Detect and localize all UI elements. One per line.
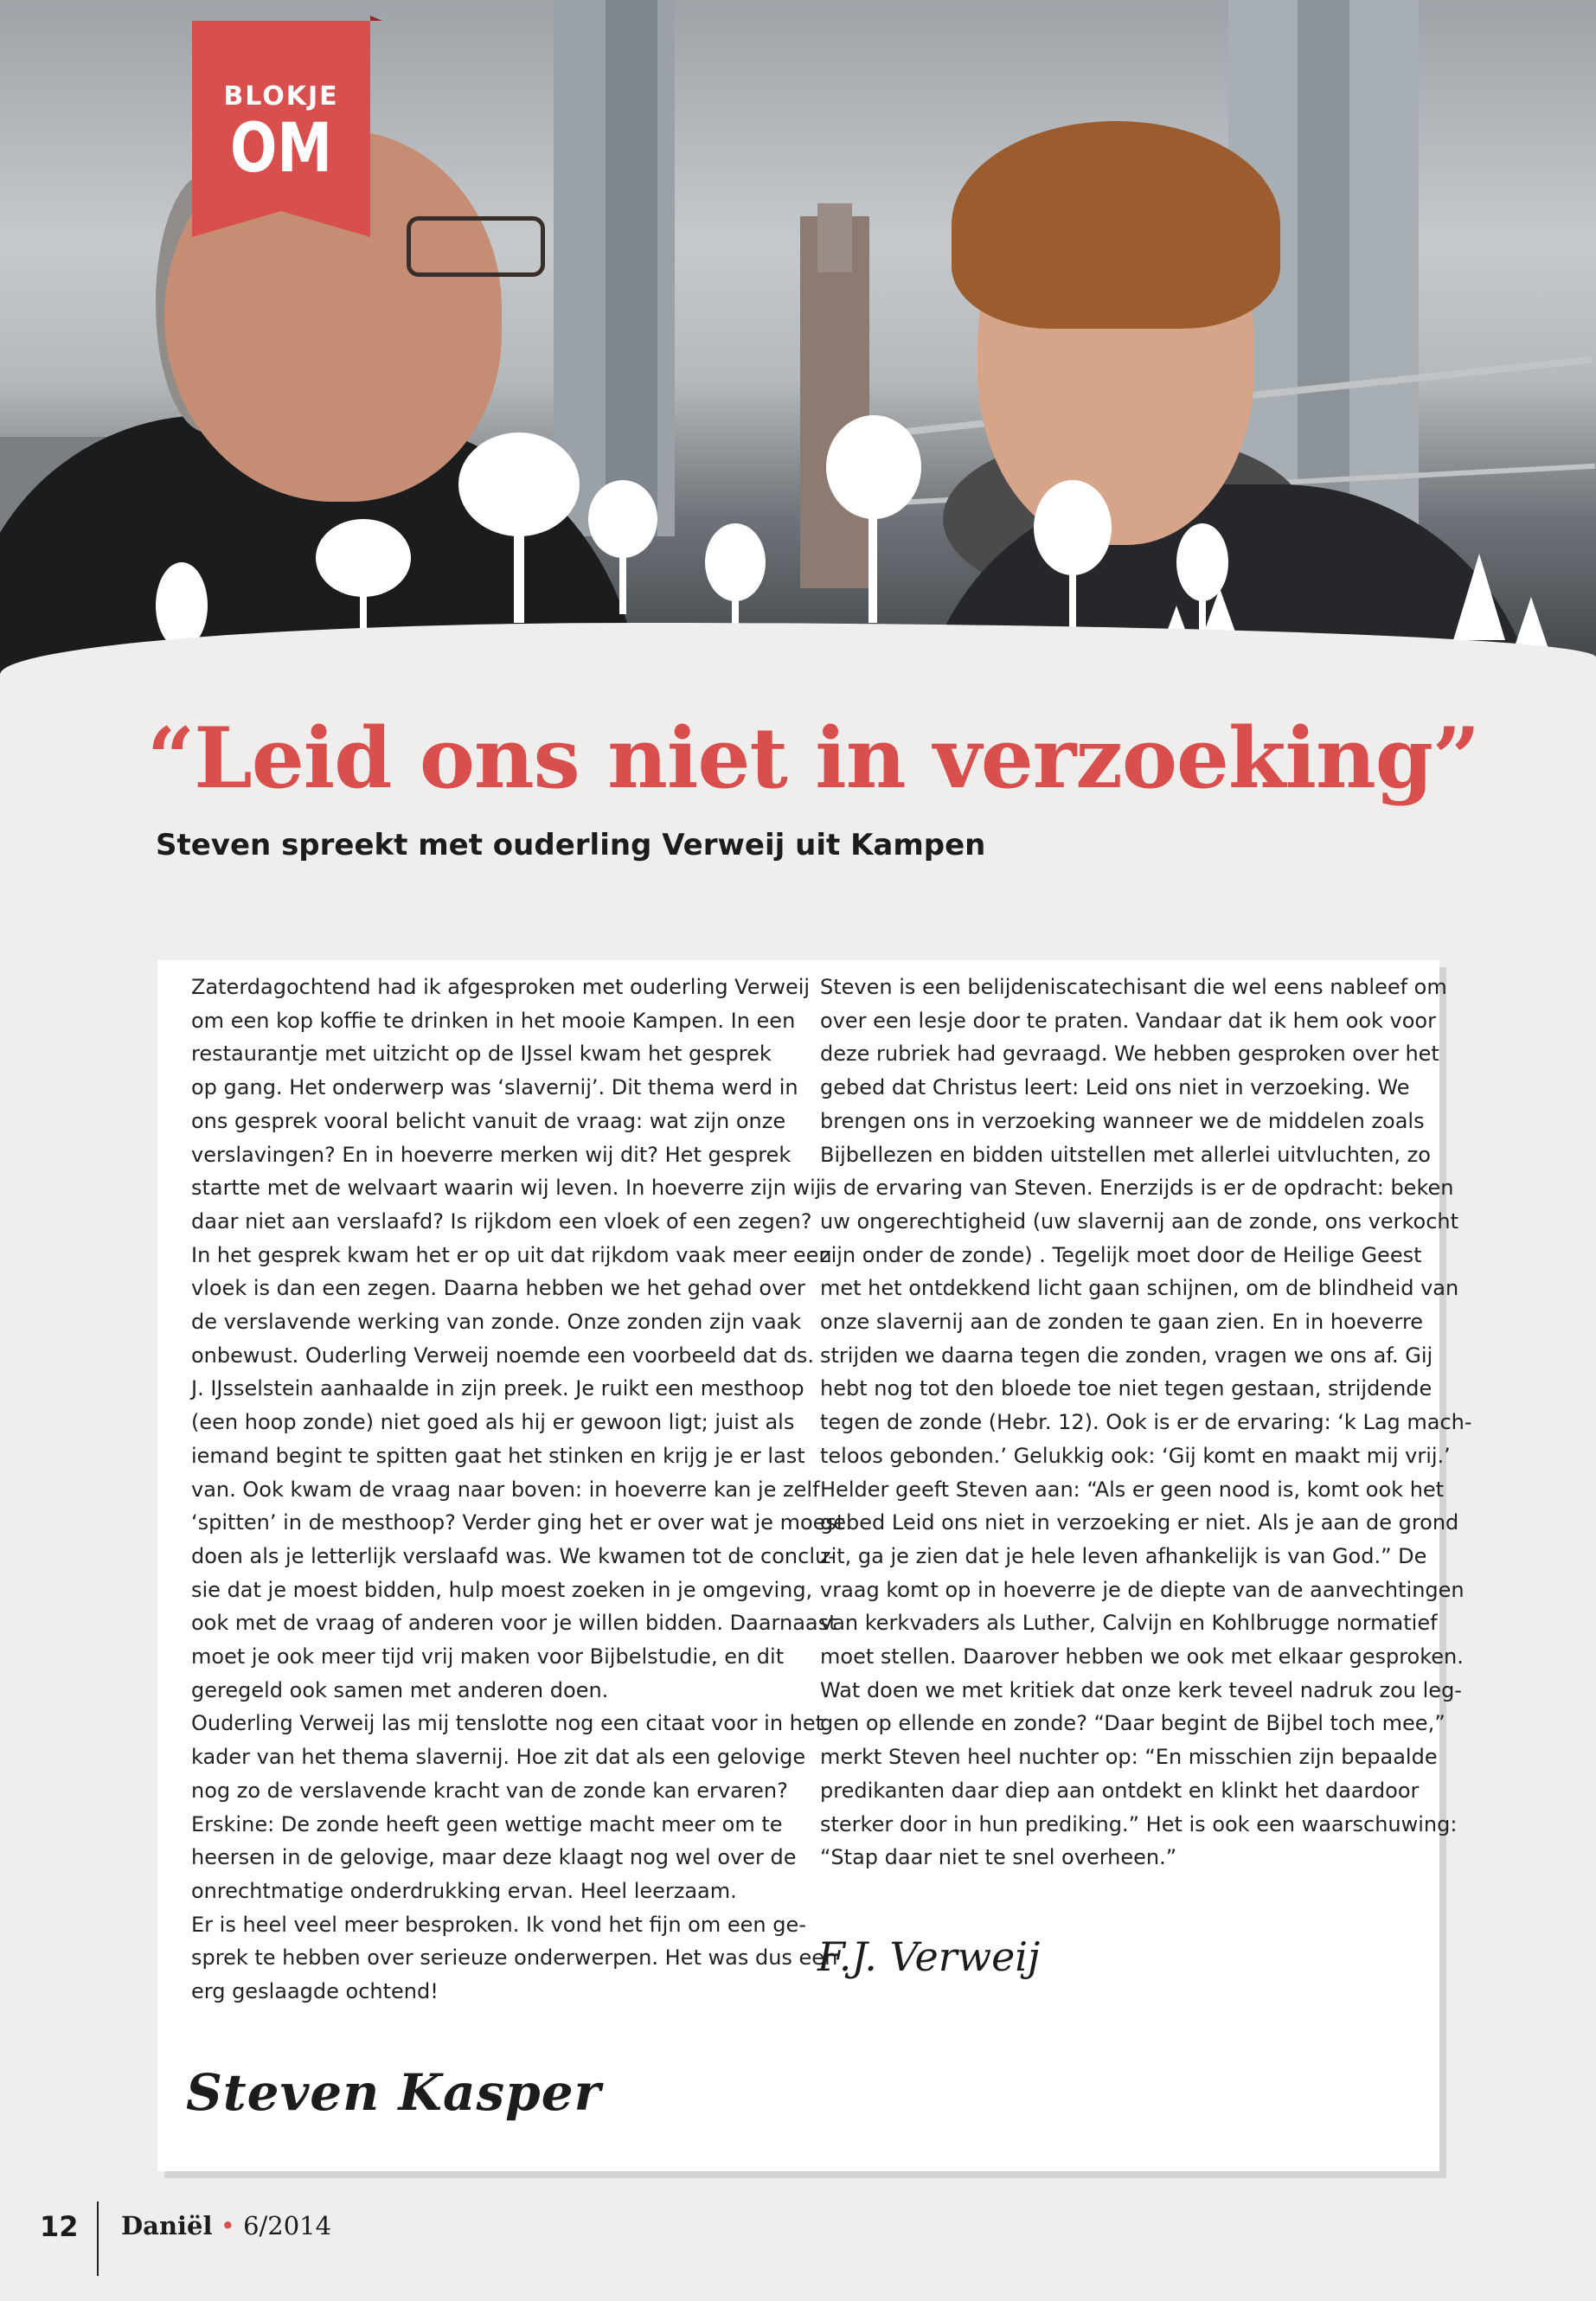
article-column-right xyxy=(820,971,1472,1875)
article-line: Zaterdagochtend had ik afgesproken met ouderling Verweij xyxy=(191,975,811,999)
article-line: startte met de welvaart waarin wij leven. In hoeverre zijn wij xyxy=(191,1176,822,1201)
article-line: onrechtmatige onderdrukking ervan. Heel leerzaam. xyxy=(191,1878,737,1903)
article-line: sie dat je moest bidden, hulp moest zoeken in je omgeving, xyxy=(191,1577,813,1602)
issue-number: 6/2014 xyxy=(243,2211,332,2240)
article-line: Erskine: De zonde heeft geen wettige macht meer om te xyxy=(191,1811,783,1836)
article-line: tegen de zonde (Hebr. 12). Ook is er de ervaring: ‘k Lag mach- xyxy=(820,1410,1472,1435)
article-line: daar niet aan verslaafd? Is rijkdom een vloek of een zegen? xyxy=(191,1208,812,1234)
article-line: onze slavernij aan de zonden te gaan zien. En in hoeverre xyxy=(820,1310,1424,1335)
page-number: 12 xyxy=(40,2210,79,2243)
article-line: ook met de vraag of anderen voor je willen bidden. Daarnaast xyxy=(191,1611,837,1636)
article-line: Wat doen we met kritiek dat onze kerk teveel nadruk zou leg- xyxy=(820,1677,1462,1702)
article-line: hebt nog tot den bloede toe niet tegen gestaan, strijdende xyxy=(820,1376,1433,1401)
article-line: gen op ellende en zonde? “Daar begint de Bijbel toch mee,” xyxy=(820,1711,1445,1736)
article-line: “Stap daar niet te snel overheen.” xyxy=(820,1845,1177,1870)
magazine-footer xyxy=(121,2211,331,2240)
article-line: zijn onder de zonde) . Tegelijk moet door de Heilige Geest xyxy=(820,1242,1422,1267)
article-line: kader van het thema slavernij. Hoe zit dat als een gelovige xyxy=(191,1745,806,1770)
article-line: Bijbellezen en bidden uitstellen met allerlei uitvluchten, zo xyxy=(820,1142,1431,1167)
article-line: gebed Leid ons niet in verzoeking er niet. Als je aan de grond xyxy=(820,1510,1459,1535)
signature-steven: Steven Kasper xyxy=(186,2063,602,2122)
article-column-left xyxy=(191,971,844,2009)
article-line: restaurantje met uitzicht op de IJssel kwam het gesprek xyxy=(191,1042,772,1067)
footer-divider xyxy=(97,2202,99,2276)
article-line: Helder geeft Steven aan: “Als er geen nood is, komt ook het xyxy=(820,1477,1445,1502)
article-title: “Leid ons niet in verzoeking” xyxy=(147,709,1480,807)
article-line: ‘spitten’ in de mesthoop? Verder ging het er over wat je moest xyxy=(191,1510,845,1535)
footer-separator: • xyxy=(220,2211,235,2240)
signature-verweij: F.J. Verweij xyxy=(817,1933,1041,1980)
article-line: op gang. Het onderwerp was ‘slavernij’. Dit thema werd in xyxy=(191,1075,798,1100)
article-line: met het ontdekkend licht gaan schijnen, om de blindheid van xyxy=(820,1276,1459,1301)
article-line: strijden we daarna tegen die zonden, vragen we ons af. Gij xyxy=(820,1343,1433,1368)
article-line: sprek te hebben over serieuze onderwerpen. Het was dus een xyxy=(191,1945,838,1971)
badge-label-main: OM xyxy=(229,110,333,188)
article-line: uw ongerechtigheid (uw slavernij aan de zonde, ons verkocht xyxy=(820,1208,1459,1234)
article-line: verslavingen? En in hoeverre merken wij dit? Het gesprek xyxy=(191,1142,792,1167)
article-line: van. Ook kwam de vraag naar boven: in hoeverre kan je zelf xyxy=(191,1477,820,1502)
article-line: moet stellen. Daarover hebben we ook met elkaar gesproken. xyxy=(820,1644,1464,1670)
article-line: van kerkvaders als Luther, Calvijn en Kohlbrugge normatief xyxy=(820,1611,1438,1636)
article-line: Ouderling Verweij las mij tenslotte nog een citaat voor in het xyxy=(191,1711,824,1736)
article-line: nog zo de verslavende kracht van de zonde kan ervaren? xyxy=(191,1778,788,1803)
article-line: moet je ook meer tijd vrij maken voor Bijbelstudie, en dit xyxy=(191,1644,785,1670)
article-line: In het gesprek kwam het er op uit dat rijkdom vaak meer een xyxy=(191,1242,832,1267)
article-line: om een kop koffie te drinken in het mooie Kampen. In een xyxy=(191,1008,796,1033)
article-line: zit, ga je zien dat je hele leven afhankelijk is van God.” De xyxy=(820,1543,1427,1568)
article-line: deze rubriek had gevraagd. We hebben gesproken over het xyxy=(820,1042,1439,1067)
badge-label-top: BLOKJE xyxy=(223,81,339,112)
article-line: de verslavende werking van zonde. Onze zonden zijn vaak xyxy=(191,1310,802,1335)
badge-fold xyxy=(370,16,382,21)
article-subtitle: Steven spreekt met ouderling Verweij uit Kampen xyxy=(156,828,986,862)
article-line: is de ervaring van Steven. Enerzijds is er de opdracht: beken xyxy=(820,1176,1454,1201)
article-line: doen als je letterlijk verslaafd was. We kwamen tot de conclu- xyxy=(191,1543,836,1568)
section-badge xyxy=(192,21,370,211)
article-line: Er is heel veel meer besproken. Ik vond het fijn om een ge- xyxy=(191,1912,806,1937)
article-line: ons gesprek vooral belicht vanuit de vraag: wat zijn onze xyxy=(191,1108,786,1133)
article-line: Steven is een belijdeniscatechisant die wel eens nableef om xyxy=(820,975,1447,999)
article-line: (een hoop zonde) niet goed als hij er gewoon ligt; juist als xyxy=(191,1410,795,1435)
article-line: heersen in de gelovige, maar deze klaagt nog wel over de xyxy=(191,1845,797,1870)
article-line: iemand begint te spitten gaat het stinken en krijg je er last xyxy=(191,1443,805,1468)
article-line: teloos gebonden.’ Gelukkig ook: ‘Gij komt en maakt mij vrij.’ xyxy=(820,1443,1451,1468)
article-line: onbewust. Ouderling Verweij noemde een voorbeeld dat ds. xyxy=(191,1343,814,1368)
article-line: over een lesje door te praten. Vandaar dat ik hem ook voor xyxy=(820,1008,1436,1033)
article-line: gebed dat Christus leert: Leid ons niet in verzoeking. We xyxy=(820,1075,1410,1100)
article-line: vloek is dan een zegen. Daarna hebben we het gehad over xyxy=(191,1276,805,1301)
article-line: predikanten daar diep aan ontdekt en klinkt het daardoor xyxy=(820,1778,1420,1803)
magazine-name: Daniël xyxy=(121,2211,213,2240)
article-line: sterker door in hun prediking.” Het is ook een waarschuwing: xyxy=(820,1811,1458,1836)
article-line: brengen ons in verzoeking wanneer we de middelen zoals xyxy=(820,1108,1425,1133)
article-line: J. IJsselstein aanhaalde in zijn preek. Je ruikt een mesthoop xyxy=(191,1376,804,1401)
article-line: merkt Steven heel nuchter op: “En misschien zijn bepaalde xyxy=(820,1745,1438,1770)
article-line: vraag komt op in hoeverre je de diepte van de aanvechtingen xyxy=(820,1577,1465,1602)
article-line: geregeld ook samen met anderen doen. xyxy=(191,1677,609,1702)
article-line: erg geslaagde ochtend! xyxy=(191,1979,439,2004)
